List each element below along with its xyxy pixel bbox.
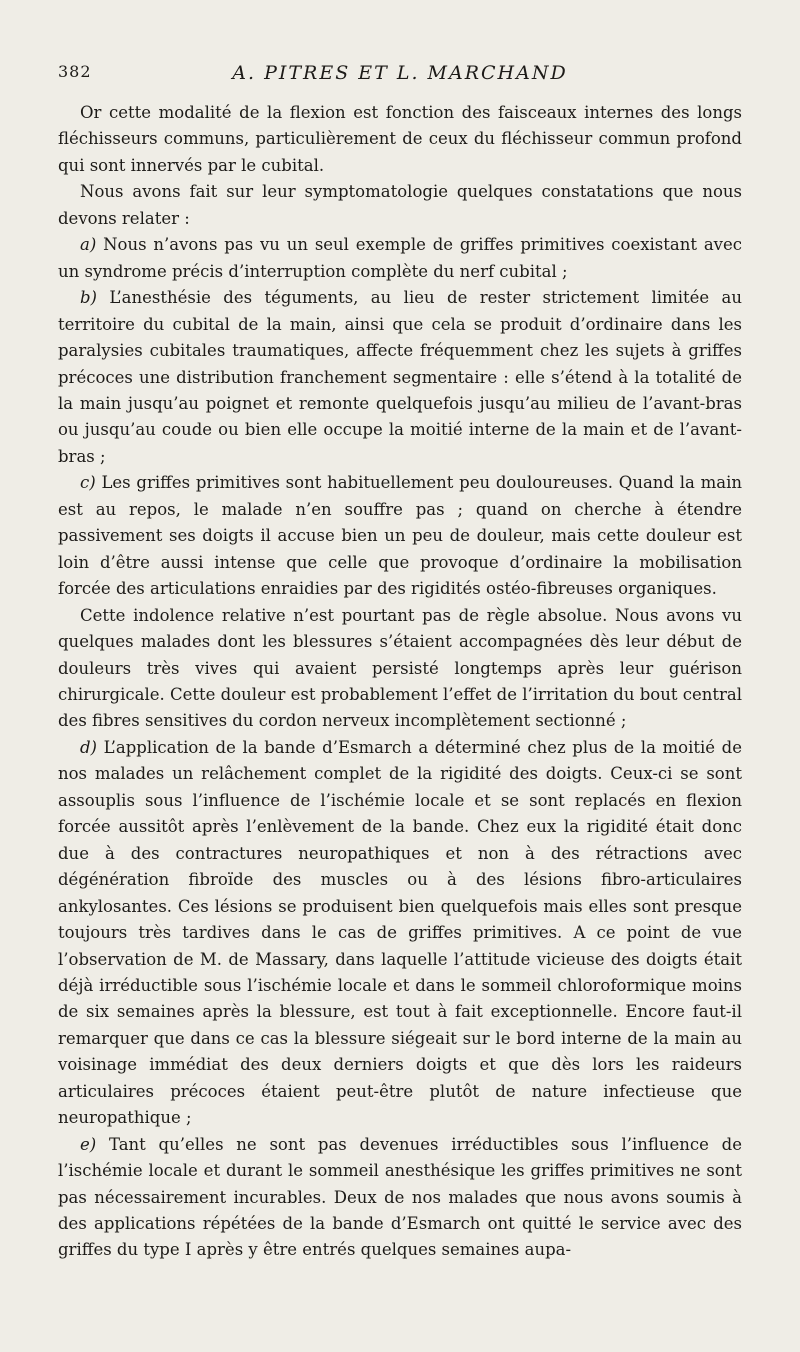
page-number: 382 [58,62,92,81]
paragraph [58,179,742,232]
paragraph-text: Nous n’avons pas vu un seul exemple de griffes primitives coexistant avec un syndrome précis d’interruption complète du nerf cubital ; [58,235,742,281]
paragraph [58,735,742,1132]
page-header [58,60,742,88]
item-letter: b) [80,288,97,308]
paragraph-text: L’anesthésie des téguments, au lieu de rester strictement limitée au territoire du cubital de la main, ainsi que cela se produit d’ordinaire dans les paralysies cubitales traumatiques, affecte fréquemment chez les sujets à griffes précoces une distribution franchement segmentaire : elle s’étend à la totalité de la main jusqu’au poignet et remonte quelquefois jusqu’au milieu de l’avant-bras ou jusqu’au coude ou bien elle occupe la moitié interne de la main et de l’avant-bras ; [58,288,742,466]
paragraph-text: Or cette modalité de la flexion est fonction des faisceaux internes des longs fléchisseurs communs, particulièrement de ceux du fléchisseur commun profond qui sont innervés par le cubital. [58,103,742,175]
paragraph [58,470,742,602]
body-text [58,100,742,1264]
paragraph [58,285,742,470]
paragraph [58,603,742,735]
paragraph-text: Nous avons fait sur leur symptomatologie quelques constatations que nous devons relater : [58,182,742,228]
paragraph-text: Les griffes primitives sont habituellement peu douloureuses. Quand la main est au repos, le malade n’en souffre pas ; quand on cherche à étendre passivement ses doigts il accuse bien un peu de douleur, mais cette douleur est loin d’être aussi intense que celle que provoque d’ordinaire la mobilisation forcée des articulations enraidies par des rigidités ostéo-fibreuses organiques. [58,473,742,599]
running-title: A. PITRES ET L. MARCHAND [232,62,568,84]
paragraph [58,1132,742,1264]
item-letter: c) [80,473,96,493]
paragraph-text: L’application de la bande d’Esmarch a déterminé chez plus de la moitié de nos malades un relâchement complet de la rigidité des doigts. Ceux-ci se sont assouplis sous l’influence de l’ischémie locale et se sont replacés en flexion forcée aussitôt après l’enlèvement de la bande. Chez eux la rigidité était donc due à des contractures neuropathiques et non à des rétractions avec dégénération fibroïde des muscles ou à des lésions fibro-articulaires ankylosantes. Ces lésions se produisent bien quelquefois mais elles sont presque toujours très tardives dans le cas de griffes primitives. A ce point de vue l’observation de M. de Massary, dans laquelle l’attitude vicieuse des doigts était déjà irréductible sous l’ischémie locale et dans le sommeil chloroformique moins de six semaines après la blessure, est tout à fait exceptionnelle. Encore faut-il remarquer que dans ce cas la blessure siégeait sur le bord interne de la main au voisinage immédiat des deux derniers doigts et que dès lors les raideurs articulaires précoces étaient peut-être plutôt de nature infectieuse que neuropathique ; [58,737,742,1128]
paragraph-text: Tant qu’elles ne sont pas devenues irréductibles sous l’influence de l’ischémie locale et durant le sommeil anesthésique les griffes primitives ne sont pas nécessairement incurables. Deux de nos malades que nous avons soumis à des applications répétées de la bande d’Esmarch ont quitté le service avec des griffes du type I après y être entrés quelques semaines aupa- [58,1134,742,1260]
item-letter: a) [80,235,97,255]
item-letter: d) [80,737,97,757]
item-letter: e) [80,1134,97,1154]
paragraph-text: Cette indolence relative n’est pourtant pas de règle absolue. Nous avons vu quelques malades dont les blessures s’étaient accompagnées dès leur début de douleurs très vives qui avaient persisté longtemps après leur guérison chirurgicale. Cette douleur est probablement l’effet de l’irritation du bout central des fibres sensitives du cordon nerveux incomplètement sectionné ; [58,605,742,731]
paragraph [58,232,742,285]
paragraph [58,100,742,179]
